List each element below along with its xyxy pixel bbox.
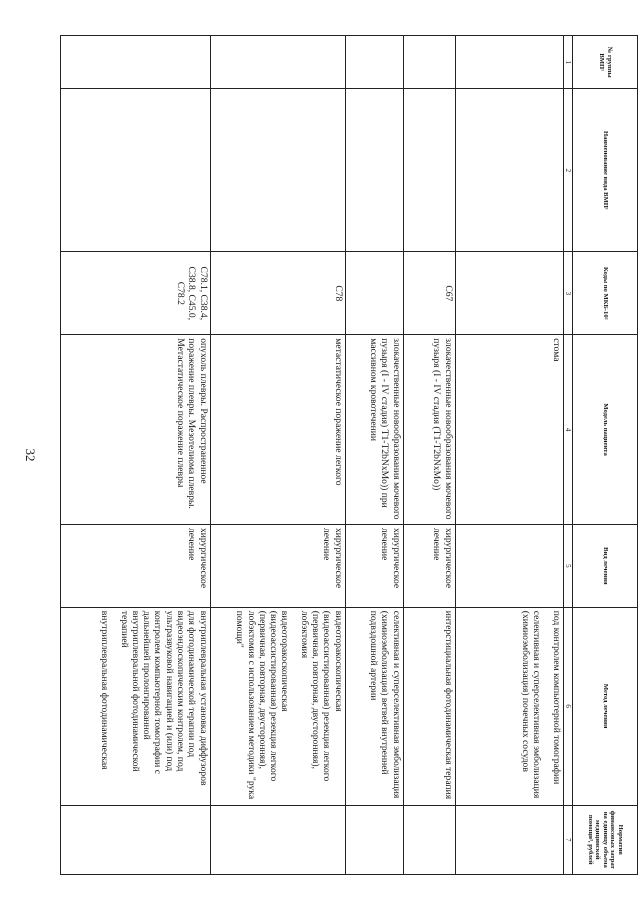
cell-icd-codes: C67 <box>403 252 455 335</box>
cell-patient-model: злокачественные новообразования мочевого пузыря (I - IV стадия (T1-T2bNxMo)) <box>403 335 455 525</box>
cell-vmp-name <box>345 89 403 252</box>
table-row <box>210 36 345 875</box>
cell-patient-model: опухоль плевры. Распространенное поражение плевры. Мезотелиома плевры. Метастатическое поражение плевры <box>60 335 210 525</box>
table-header-row <box>573 36 638 875</box>
column-number: 1 <box>563 36 572 89</box>
cell-cost <box>455 805 563 875</box>
header-vmp-name: Наименование вида ВМП¹ <box>573 89 638 252</box>
page-number-text: 32 <box>23 448 38 462</box>
cell-patient-model: метастатическое поражение легкого <box>210 335 345 525</box>
cell-treatment-method <box>403 607 455 805</box>
table-row <box>403 36 455 875</box>
cell-treatment-method <box>455 607 563 805</box>
cell-patient-model: злокачественные новообразования мочевого пузыря (I - IV стадия) T1-T2bNxMo)) при массивном кровотечении <box>345 335 403 525</box>
cell-cost <box>345 805 403 875</box>
column-number: 6 <box>563 607 572 805</box>
treatment-table <box>60 35 638 875</box>
method-text: внутриплевральная установка диффузоров для фотодинамической терапии под видеоэндоскопическим контролем, под ультразвуковой навигацией и (или) под контролем компьютерной томографии с дальнейшей пролонгированной внутриплевральной фотодинамической терапией <box>118 610 209 786</box>
cell-treatment-method <box>60 607 210 805</box>
header-patient-model: Модель пациента <box>573 335 638 525</box>
header-treatment-type: Вид лечения <box>573 524 638 607</box>
header-cost-standard: Норматив финансовых затрат на единицу объема медицинской помощи³, рублей <box>573 805 638 875</box>
column-number: 5 <box>563 524 572 607</box>
cell-vmp-name <box>455 89 563 252</box>
cell-treatment-type: хирургическое лечение <box>345 524 403 607</box>
column-number: 3 <box>563 252 572 335</box>
table-row <box>345 36 403 875</box>
method-text: видеоторакоскопическая (видеоассистированная) резекция легкого (первичная, повторная, двусторонняя), лобэктомия <box>298 610 344 782</box>
cell-vmp-name <box>403 89 455 252</box>
header-treatment-method: Метод лечения <box>573 607 638 805</box>
column-number: 7 <box>563 805 572 875</box>
cell-cost <box>210 805 345 875</box>
cell-treatment-method <box>345 607 403 805</box>
method-text: внутриплевральная фотодинамическая <box>99 610 111 770</box>
column-number: 4 <box>563 335 572 525</box>
cell-group <box>210 36 345 89</box>
cell-icd-codes: C78 <box>210 252 345 335</box>
cell-group <box>403 36 455 89</box>
table-row <box>455 36 563 875</box>
cell-treatment-type: хирургическое лечение <box>403 524 455 607</box>
cell-vmp-name <box>60 89 210 252</box>
page-number <box>20 440 40 470</box>
cell-cost <box>403 805 455 875</box>
cell-icd-codes: C78.1, C38.4, C38.8, C45.0, C78.2 <box>60 252 210 335</box>
header-group-number: № группы ВМП¹ <box>573 36 638 89</box>
cell-vmp-name <box>210 89 345 252</box>
column-number-row <box>563 36 572 875</box>
cell-patient-model: стома <box>455 335 563 525</box>
method-text: интерстициальная фотодинамическая терапия <box>442 610 454 800</box>
rotated-page-content <box>63 35 638 875</box>
cell-icd-codes <box>455 252 563 335</box>
cell-treatment-type <box>455 524 563 607</box>
cell-cost <box>60 805 210 875</box>
column-number: 2 <box>563 89 572 252</box>
cell-group <box>345 36 403 89</box>
cell-group <box>455 36 563 89</box>
method-text: селективная и суперселективная эмболизация (химиоэмболизация) почечных сосудов <box>520 610 543 799</box>
header-icd-codes: Коды по МКБ-10² <box>573 252 638 335</box>
cell-treatment-type: хирургическое лечение <box>210 524 345 607</box>
cell-treatment-type: хирургическое лечение <box>60 524 210 607</box>
method-text: видеоторакоскопическая (видеоассистированная) резекция легкого (первичная, повторная, двусторонняя), лобэктомия с использованием методики "рука помощи" <box>234 610 291 800</box>
table-row <box>60 36 210 875</box>
method-text: селективная и суперселективная эмболизация (химиоэмболизация) ветвей внутренней подвздошной артерии <box>368 610 402 799</box>
cell-icd-codes <box>345 252 403 335</box>
method-text: под контролем компьютерной томографии <box>550 610 562 785</box>
cell-group <box>60 36 210 89</box>
cell-treatment-method <box>210 607 345 805</box>
